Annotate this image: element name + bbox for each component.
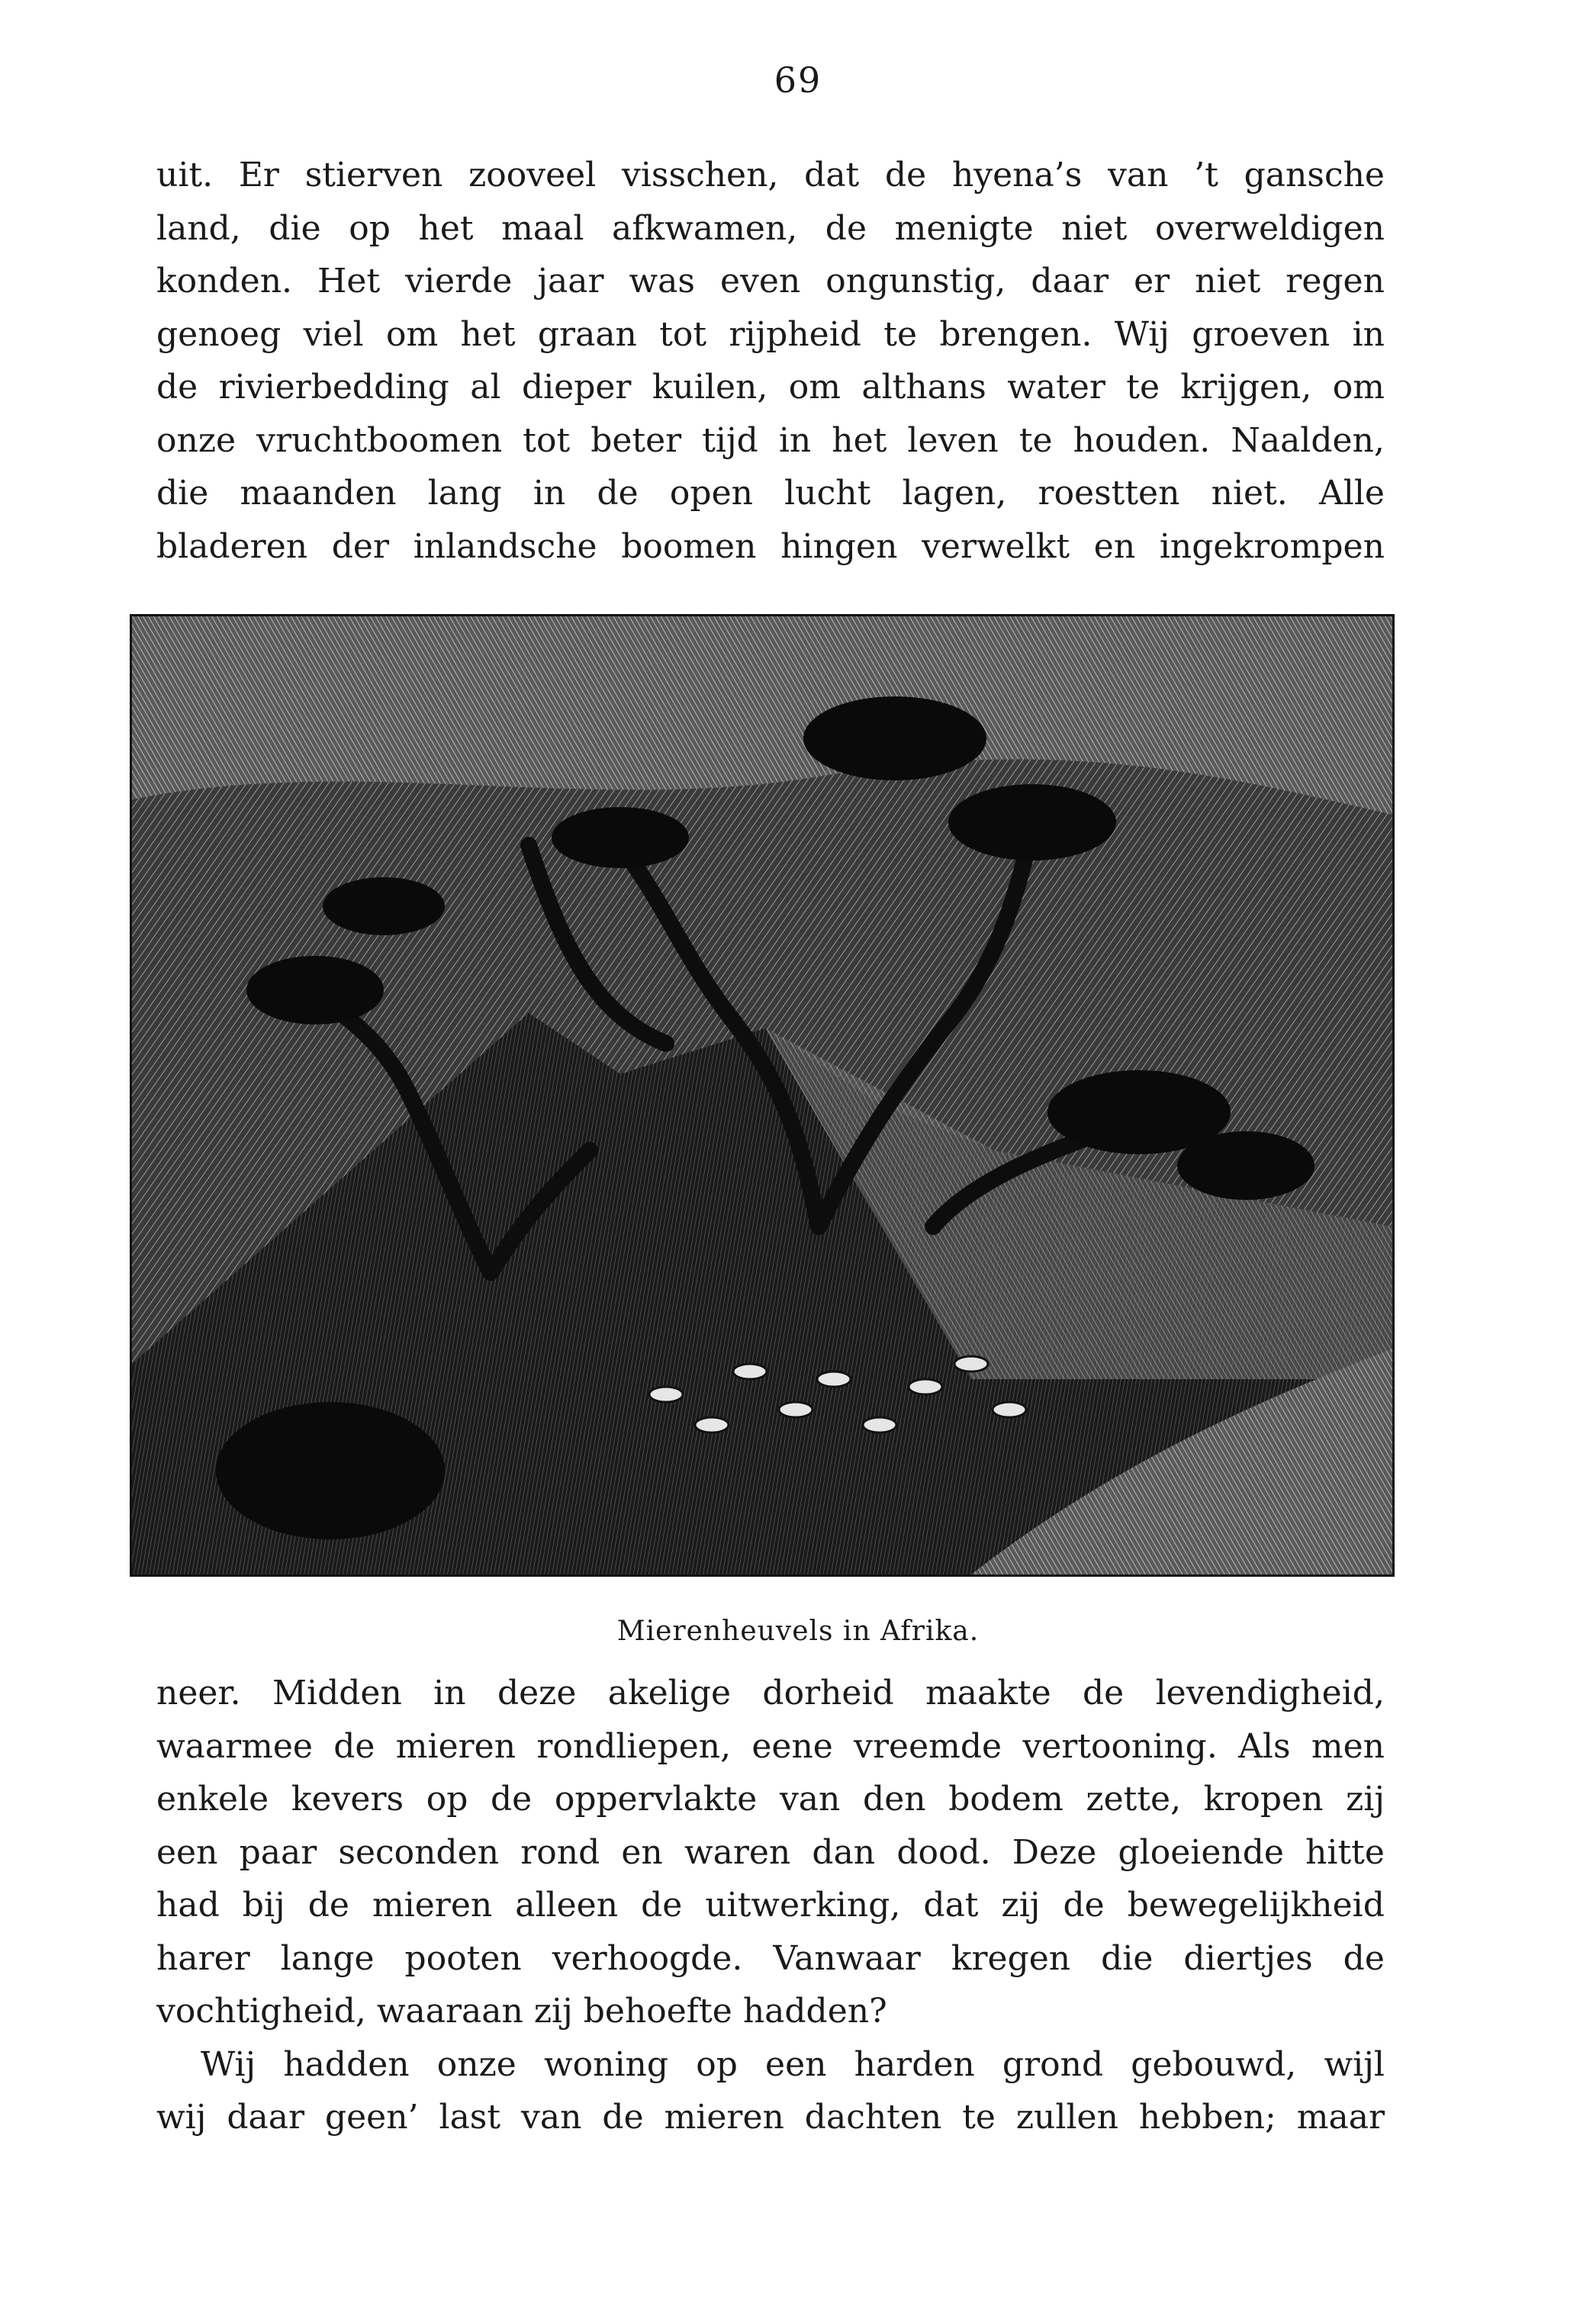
word: oppervlakte (554, 1780, 758, 1819)
word: bladeren (156, 526, 308, 566)
word: hebben; (1138, 2098, 1276, 2137)
word: ongunstig, (825, 262, 1006, 301)
word: mieren (664, 2098, 784, 2137)
word: de (597, 474, 639, 513)
text-line (156, 1773, 1385, 1826)
word: roestten (1038, 474, 1180, 513)
word: ’t (1194, 156, 1218, 195)
word: een (156, 1832, 218, 1872)
word: de (1063, 1886, 1105, 1925)
word: uit. (156, 156, 214, 195)
word: die (1101, 1938, 1154, 1978)
word: zij (533, 1992, 573, 2031)
text-line (156, 1932, 1385, 1986)
word: en (621, 1832, 663, 1872)
word: de (307, 1886, 349, 1925)
word: vochtigheid, (156, 1992, 366, 2031)
word: onze (156, 420, 237, 460)
word: behoefte (583, 1992, 732, 2031)
word: de (156, 368, 198, 407)
word: levendigheid, (1155, 1674, 1385, 1713)
word: beter (590, 420, 682, 460)
word: was (629, 262, 695, 301)
text-line (156, 1720, 1385, 1774)
text-line (156, 1985, 1385, 2038)
word: het (418, 208, 474, 248)
word: niet (1061, 208, 1128, 248)
text-line (156, 1826, 1385, 1880)
word: groeven (1192, 314, 1331, 354)
word: last (439, 2098, 501, 2137)
word: van (779, 1780, 841, 1819)
word: Er (238, 156, 279, 195)
word: zij (1001, 1886, 1041, 1925)
word: wijl (1324, 2044, 1385, 2084)
word: Naalden, (1231, 420, 1385, 460)
word: ingekrompen (1159, 526, 1385, 566)
word: inlandsche (413, 526, 597, 566)
word: paar (239, 1832, 317, 1872)
word: hadden (283, 2044, 410, 2084)
word: tot (523, 420, 571, 460)
word: maal (501, 208, 584, 248)
word: verhoogde. (552, 1938, 743, 1978)
word: graan (537, 314, 637, 354)
word: van (521, 2098, 582, 2137)
word: rivierbedding (218, 368, 449, 407)
word: dood. (896, 1832, 991, 1872)
word: enkele (156, 1780, 269, 1819)
word: lange (280, 1938, 375, 1978)
text-line (156, 1667, 1385, 1720)
engraving-anthills-landscape-icon (130, 614, 1395, 1577)
word: van (1108, 156, 1169, 195)
word: kregen (951, 1938, 1071, 1978)
word: een (765, 2044, 827, 2084)
word: de (333, 1726, 375, 1766)
word: rijpheid (729, 314, 861, 354)
word: mieren (372, 1886, 493, 1925)
word: op (426, 1780, 468, 1819)
word: regen (1285, 262, 1385, 301)
word: om (788, 368, 841, 407)
word: en (1093, 526, 1136, 566)
word: vreemde (854, 1726, 1002, 1766)
word: dorheid (762, 1674, 894, 1713)
top-paragraph (156, 149, 1385, 573)
text-line (156, 520, 1385, 574)
word: rondliepen, (536, 1726, 732, 1766)
word: de (1343, 1938, 1385, 1978)
word: in (778, 420, 812, 460)
word: akelige (607, 1674, 732, 1713)
word: die (156, 474, 209, 513)
word: woning (543, 2044, 669, 2084)
word: die (269, 208, 321, 248)
word: den (863, 1780, 926, 1819)
word: houden. (1073, 420, 1211, 460)
word: harer (156, 1938, 250, 1978)
word: in (1352, 314, 1385, 354)
text-line (156, 202, 1385, 256)
bottom-paragraph (156, 1667, 1385, 2144)
word: viel (303, 314, 364, 354)
word: op (349, 208, 391, 248)
word: niet (1195, 262, 1261, 301)
text-line (156, 414, 1385, 468)
word: land, (156, 208, 241, 248)
word: lang (427, 474, 502, 513)
word: afkwamen, (612, 208, 798, 248)
word: niet. (1211, 474, 1288, 513)
word: maanden (240, 474, 397, 513)
word: althans (861, 368, 986, 407)
word: te (883, 314, 918, 354)
word: gloeiende (1118, 1832, 1284, 1872)
word: lagen, (902, 474, 1007, 513)
word: der (331, 526, 390, 566)
word: konden. (156, 262, 293, 301)
word: zette, (1086, 1780, 1182, 1819)
word: menigte (894, 208, 1034, 248)
word: wij (156, 2098, 207, 2137)
word: men (1311, 1726, 1385, 1766)
word: vierde (405, 262, 513, 301)
word: bij (242, 1886, 285, 1925)
word: Deze (1012, 1832, 1097, 1872)
word: overweldigen (1155, 208, 1385, 248)
word: pooten (404, 1938, 522, 1978)
word: bewegelijkheid (1127, 1886, 1385, 1925)
word: de (825, 208, 867, 248)
word: uitwerking, (705, 1886, 901, 1925)
word: jaar (537, 262, 604, 301)
text-line (156, 361, 1385, 414)
word: maakte (925, 1674, 1051, 1713)
word: geen’ (324, 2098, 419, 2137)
word: in (433, 1674, 466, 1713)
word: lucht (784, 474, 871, 513)
word: deze (497, 1674, 577, 1713)
word: Alle (1318, 474, 1385, 513)
text-line (156, 467, 1385, 520)
word: Wij (1114, 314, 1170, 354)
word: om (385, 314, 439, 354)
word: grond (1002, 2044, 1104, 2084)
word: op (696, 2044, 738, 2084)
word: leven (907, 420, 999, 460)
word: de (641, 1886, 683, 1925)
text-line (156, 2091, 1385, 2144)
word: kuilen, (652, 368, 768, 407)
word: verwelkt (922, 526, 1070, 566)
word: Midden (272, 1674, 402, 1713)
word: waren (684, 1832, 791, 1872)
word: te (1126, 368, 1160, 407)
word: even (719, 262, 801, 301)
word: te (962, 2098, 996, 2137)
word: genoeg (156, 314, 282, 354)
word: tot (659, 314, 707, 354)
word: waaraan (376, 1992, 523, 2031)
text-line (156, 1879, 1385, 1932)
word: zullen (1015, 2098, 1118, 2137)
word: tijd (702, 420, 758, 460)
text-line (156, 255, 1385, 308)
word: Wij (201, 2044, 256, 2084)
word: daar (1031, 262, 1109, 301)
word: visschen, (621, 156, 779, 195)
word: eene (751, 1726, 833, 1766)
word: brengen. (939, 314, 1092, 354)
word: in (533, 474, 566, 513)
word: alleen (515, 1886, 619, 1925)
figure-caption: Mierenheuvels in Afrika. (616, 1616, 980, 1647)
word: maar (1296, 2098, 1385, 2137)
word: zij (1346, 1780, 1385, 1819)
word: hadden? (742, 1992, 887, 2031)
word: kevers (291, 1780, 404, 1819)
word: gansche (1244, 156, 1385, 195)
word: diertjes (1183, 1938, 1313, 1978)
word: Als (1238, 1726, 1291, 1766)
word: waarmee (156, 1726, 313, 1766)
word: al (470, 368, 501, 407)
word: open (669, 474, 753, 513)
word: dat (804, 156, 860, 195)
word: neer. (156, 1674, 241, 1713)
word: onze (436, 2044, 516, 2084)
word: de (491, 1780, 533, 1819)
word: er (1134, 262, 1170, 301)
word: hyena’s (951, 156, 1083, 195)
word: de (602, 2098, 644, 2137)
word: Vanwaar (773, 1938, 921, 1978)
word: boomen (621, 526, 757, 566)
word: gebouwd, (1131, 2044, 1297, 2084)
word: stierven (304, 156, 443, 195)
word: het (832, 420, 887, 460)
word: de (1083, 1674, 1125, 1713)
word: vruchtboomen (256, 420, 503, 460)
word: te (1018, 420, 1053, 460)
word: Het (317, 262, 381, 301)
word: dieper (521, 368, 632, 407)
word: daar (227, 2098, 305, 2137)
word: dat (923, 1886, 979, 1925)
page-number: 69 (774, 59, 822, 101)
word: mieren (395, 1726, 516, 1766)
word: hitte (1305, 1832, 1385, 1872)
text-line (156, 2038, 1385, 2092)
word: hingen (780, 526, 898, 566)
word: zooveel (468, 156, 597, 195)
word: water (1007, 368, 1105, 407)
word: de (884, 156, 927, 195)
text-line (156, 308, 1385, 362)
word: harden (854, 2044, 975, 2084)
word: bodem (948, 1780, 1063, 1819)
word: seconden (338, 1832, 500, 1872)
word: had (156, 1886, 220, 1925)
word: vertooning. (1022, 1726, 1218, 1766)
word: het (460, 314, 516, 354)
word: krijgen, (1180, 368, 1312, 407)
word: dan (812, 1832, 876, 1872)
word: kropen (1203, 1780, 1324, 1819)
word: rond (520, 1832, 600, 1872)
word: om (1332, 368, 1385, 407)
text-line (156, 149, 1385, 202)
word: dachten (804, 2098, 942, 2137)
